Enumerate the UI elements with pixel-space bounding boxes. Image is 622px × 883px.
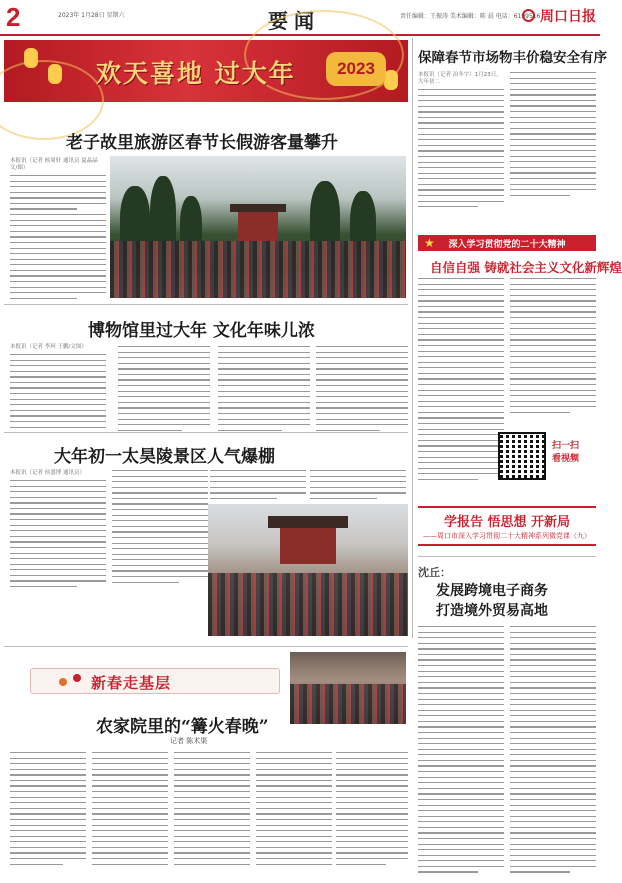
- editor-line: 责任编辑：王振涛 美术编辑：陈 晨 电话：6199516: [400, 13, 541, 20]
- article-bonfire-col3: [174, 752, 250, 869]
- logo-mark-icon: [522, 9, 535, 22]
- article-bonfire-col5: [336, 752, 408, 869]
- article-culture-col2: [510, 278, 596, 417]
- article-museum-col3: [218, 346, 310, 435]
- article-ecommerce-col2: [510, 626, 596, 877]
- lantern-icon: [48, 64, 62, 84]
- article-bonfire-col4: [256, 752, 332, 869]
- spring-column-title: 新春走基层: [91, 674, 172, 692]
- headline-ecommerce-line2: 打造境外贸易高地: [436, 603, 548, 619]
- banner-year: 2023: [326, 52, 386, 86]
- lantern-icon: [384, 70, 398, 90]
- article-taihaoling-col4: [310, 470, 406, 503]
- headline-museum: 博物馆里过大年 文化年味儿浓: [88, 321, 315, 341]
- article-bonfire-col2: [92, 752, 168, 869]
- article-ecommerce-col1: [418, 626, 504, 877]
- article-museum-col4: [316, 346, 408, 435]
- photo-laozi-scenic-area: [110, 156, 406, 298]
- qr-caption-line1: 扫一扫: [552, 441, 580, 451]
- article-taihaoling-col3: [210, 470, 306, 503]
- article-lead: 本报讯（记者 冶冬宇）1月23日，大年初二: [418, 72, 502, 85]
- article-market-col1: [418, 72, 504, 212]
- article-taihaoling-col1: [10, 470, 106, 592]
- lantern-icon: [24, 48, 38, 68]
- qr-caption-line2: 看视频: [552, 454, 580, 464]
- photo-taihaoling-crowd: [208, 504, 408, 636]
- article-lead: 本报讯（记者 李珂 王鹏/文图）: [10, 344, 87, 350]
- firecracker-icon: [73, 674, 81, 682]
- byline-bonfire: 记者 陈术渠: [170, 737, 208, 745]
- article-museum-col2: [118, 346, 210, 435]
- page-number: 2: [6, 2, 21, 32]
- micro-lesson-banner: [418, 506, 596, 546]
- newspaper-logo: 周口日报: [540, 9, 596, 25]
- article-lead: 本报讯（记者 侯盛博 通讯员）: [10, 470, 85, 476]
- video-qr-code[interactable]: [498, 432, 546, 480]
- article-market-col2: [510, 72, 596, 200]
- date-line: 2023年 1月28日 星期六: [58, 12, 125, 19]
- qr-caption: [552, 440, 579, 466]
- kicker-shenqiu: 沈丘：: [418, 566, 451, 579]
- article-taihaoling-col2: [112, 470, 208, 587]
- headline-laozi: 老子故里旅游区春节长假游客量攀升: [66, 133, 338, 153]
- star-icon: ★: [424, 236, 435, 250]
- photo-bonfire-gala: [290, 652, 406, 724]
- section-title: 要闻: [268, 9, 320, 33]
- column-divider: [412, 38, 413, 638]
- article-lead: 本报讯（记者 候周轩 通讯员 夏晶晶 文/图）: [10, 158, 98, 171]
- headline-taihaoling: 大年初一太昊陵景区人气爆棚: [54, 447, 275, 467]
- special-topic-title: 深入学习贯彻党的二十大精神: [448, 240, 566, 250]
- article-laozi-body: [10, 158, 106, 303]
- headline-market-supply: 保障春节市场物丰价稳安全有序: [418, 50, 607, 66]
- spring-column-banner: [30, 668, 280, 694]
- headline-culture-confidence: 自信自强 铸就社会主义文化新辉煌: [430, 260, 622, 275]
- article-culture-col1: [418, 278, 504, 484]
- headline-bonfire: 农家院里的“篝火春晚”: [96, 717, 269, 737]
- headline-ecommerce-line1: 发展跨境电子商务: [436, 583, 548, 599]
- micro-lesson-slogan: 学报告 悟思想 开新局: [443, 515, 571, 530]
- festival-banner: [4, 40, 408, 102]
- special-topic-banner: [418, 235, 596, 251]
- micro-lesson-series: ——周口市深入学习贯彻二十大精神系列微党课（九）: [423, 532, 591, 540]
- article-museum-col1: [10, 344, 106, 438]
- firecracker-icon: [59, 678, 67, 686]
- article-bonfire-col1: [10, 752, 86, 869]
- banner-title: 欢天喜地 过大年: [96, 59, 296, 88]
